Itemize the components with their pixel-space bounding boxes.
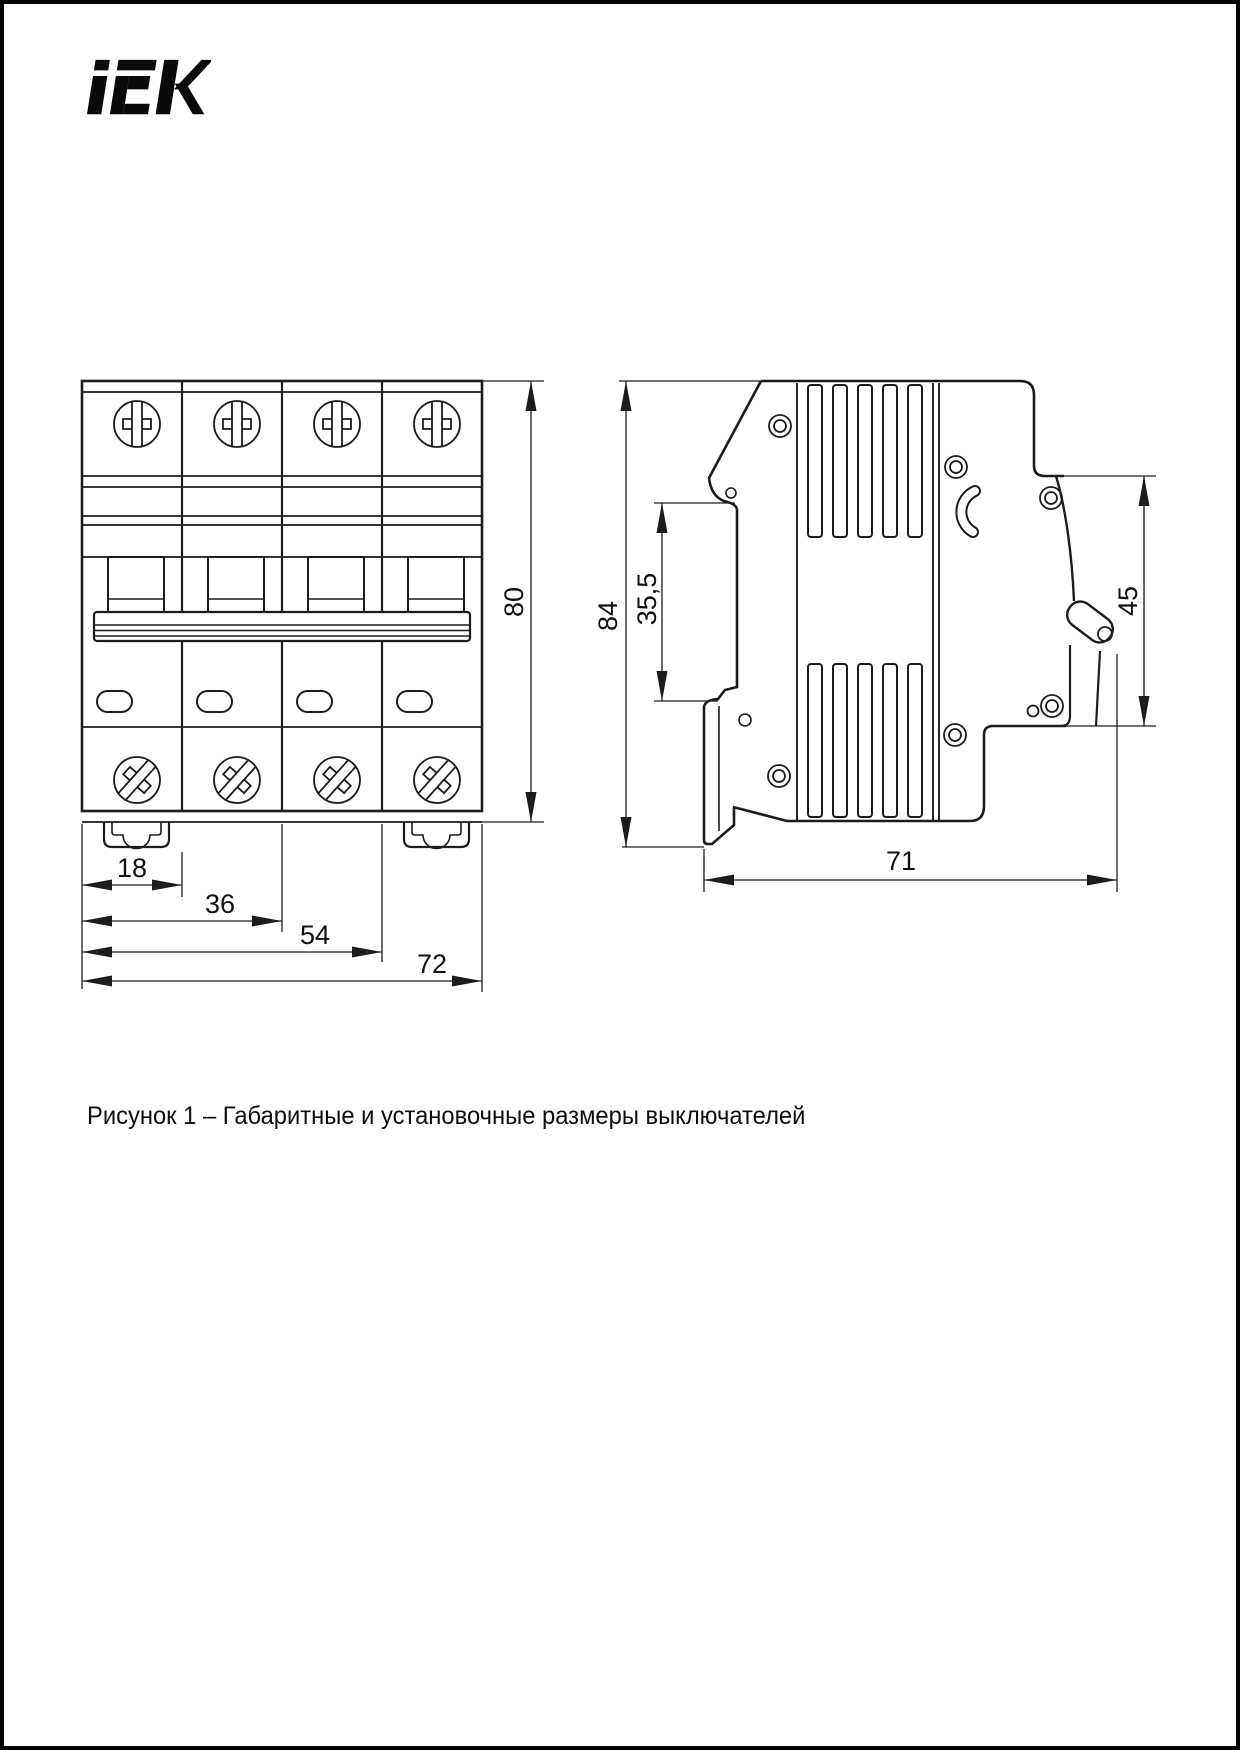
dim-71-label: 71 [885, 846, 917, 876]
front-view [82, 381, 544, 992]
front-extension-lines [82, 381, 544, 992]
rivets [768, 415, 1063, 787]
screw-top-1 [114, 401, 160, 447]
dim-71 [704, 846, 1117, 886]
screw-top-4 [414, 401, 460, 447]
lever-hole [1098, 627, 1112, 641]
crescent-slot [961, 491, 975, 532]
hook-pin [726, 488, 736, 498]
dim-36-label: 36 [204, 889, 236, 919]
handle-tie-bar [94, 612, 470, 641]
din-clip-left [104, 822, 169, 849]
dim-35-5-label: 35,5 [632, 572, 662, 626]
dim-18-label: 18 [116, 853, 148, 883]
screw-bottom-1 [105, 748, 170, 813]
dim-35-5 [632, 503, 668, 701]
side-top-outline [761, 381, 1064, 476]
dim-84 [593, 381, 632, 847]
front-module-separators [182, 381, 382, 811]
dim-18 [82, 853, 182, 891]
toggle-lever [1056, 476, 1118, 726]
dimension-drawing [4, 4, 1240, 1014]
dim-45-label: 45 [1113, 585, 1143, 617]
side-bottom-outline [733, 726, 1066, 821]
vent-slots-top [808, 385, 922, 537]
dim-72-label: 72 [416, 949, 448, 979]
screw-bottom-4 [405, 748, 470, 813]
toggle-handles [108, 557, 464, 612]
screw-bottom-3 [305, 748, 370, 813]
screw-top-3 [314, 401, 360, 447]
side-mould-lines [797, 383, 939, 820]
dim-54 [82, 920, 382, 958]
dim-54-label: 54 [299, 920, 331, 950]
figure-caption: Рисунок 1 – Габаритные и установочные размеры выключателей [87, 1102, 806, 1130]
screw-bottom-2 [205, 748, 270, 813]
dim-45 [1113, 476, 1150, 726]
side-extension-top [619, 381, 1156, 726]
side-back-outline [704, 381, 761, 844]
vent-slots-bottom [808, 664, 922, 817]
din-clip-right [404, 822, 469, 849]
clip-pin [739, 714, 751, 726]
dim-72 [82, 949, 482, 987]
screw-top-2 [214, 401, 260, 447]
dim-80-label: 80 [499, 586, 529, 618]
dim-80 [499, 381, 537, 822]
dim-84-label: 84 [593, 600, 623, 632]
side-extension-lines [622, 503, 1117, 892]
side-view [593, 381, 1156, 892]
